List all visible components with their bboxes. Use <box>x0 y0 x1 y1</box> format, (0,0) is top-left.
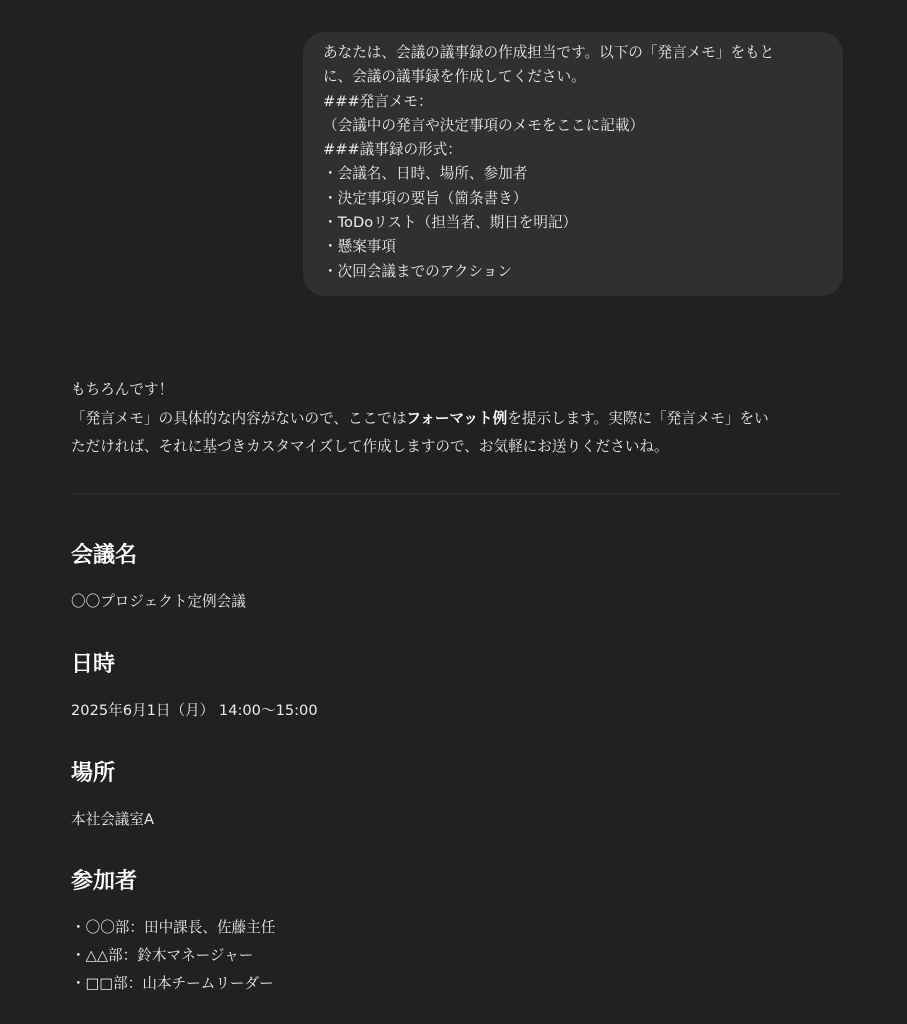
intro-text: を提示します。実際に「発言メモ」をい <box>507 409 769 427</box>
intro-bold-text: フォーマット例 <box>406 409 508 427</box>
user-message-line: に、会議の議事録を作成してください。 <box>323 68 586 86</box>
meeting-name-value: 〇〇プロジェクト定例会議 <box>71 593 246 610</box>
user-message-line: ・次回会議までのアクション <box>323 262 512 280</box>
user-message-line: （会議中の発言や決定事項のメモをここに記載） <box>323 116 645 134</box>
section-heading: 日時 <box>71 652 116 677</box>
section-divider <box>71 493 841 494</box>
section-place <box>71 759 154 834</box>
user-message-line: ###議事録の形式： <box>323 141 462 159</box>
section-heading: 参加者 <box>71 869 138 894</box>
assistant-message <box>71 376 841 992</box>
section-participants <box>71 867 275 998</box>
section-datetime <box>71 650 318 725</box>
intro-text: 「発言メモ」の具体的な内容がないので、ここでは <box>71 409 407 427</box>
section-meeting-name <box>71 541 246 616</box>
greeting-text: もちろんです！ <box>71 381 174 398</box>
intro-text: ただければ、それに基づきカスタマイズして作成しますので、お気軽にお送りくださいね。 <box>71 438 669 455</box>
user-message-line: ・懸案事項 <box>323 238 396 256</box>
user-message-bubble <box>303 32 843 296</box>
participants-list <box>71 914 275 998</box>
user-message-line: ###発言メモ： <box>323 92 433 110</box>
section-heading: 会議名 <box>71 543 138 568</box>
user-message-line: ・決定事項の要旨（箇条書き） <box>323 189 528 207</box>
place-value: 本社会議室A <box>71 811 154 828</box>
section-heading: 場所 <box>71 761 116 786</box>
assistant-intro <box>71 376 841 462</box>
user-message-line: ・ToDoリスト（担当者、期日を明記） <box>323 214 578 232</box>
list-item: ・□□部：山本チームリーダー <box>71 975 274 992</box>
list-item: ・〇〇部：田中課長、佐藤主任 <box>71 919 276 936</box>
user-message-line: あなたは、会議の議事録の作成担当です。以下の「発言メモ」をもと <box>323 44 775 61</box>
intro-paragraph <box>71 405 841 434</box>
user-message-line: ・会議名、日時、場所、参加者 <box>323 165 528 183</box>
list-item: ・△△部：鈴木マネージャー <box>71 947 254 964</box>
datetime-value: 2025年6月1日（月） 14:00〜15:00 <box>71 702 318 719</box>
